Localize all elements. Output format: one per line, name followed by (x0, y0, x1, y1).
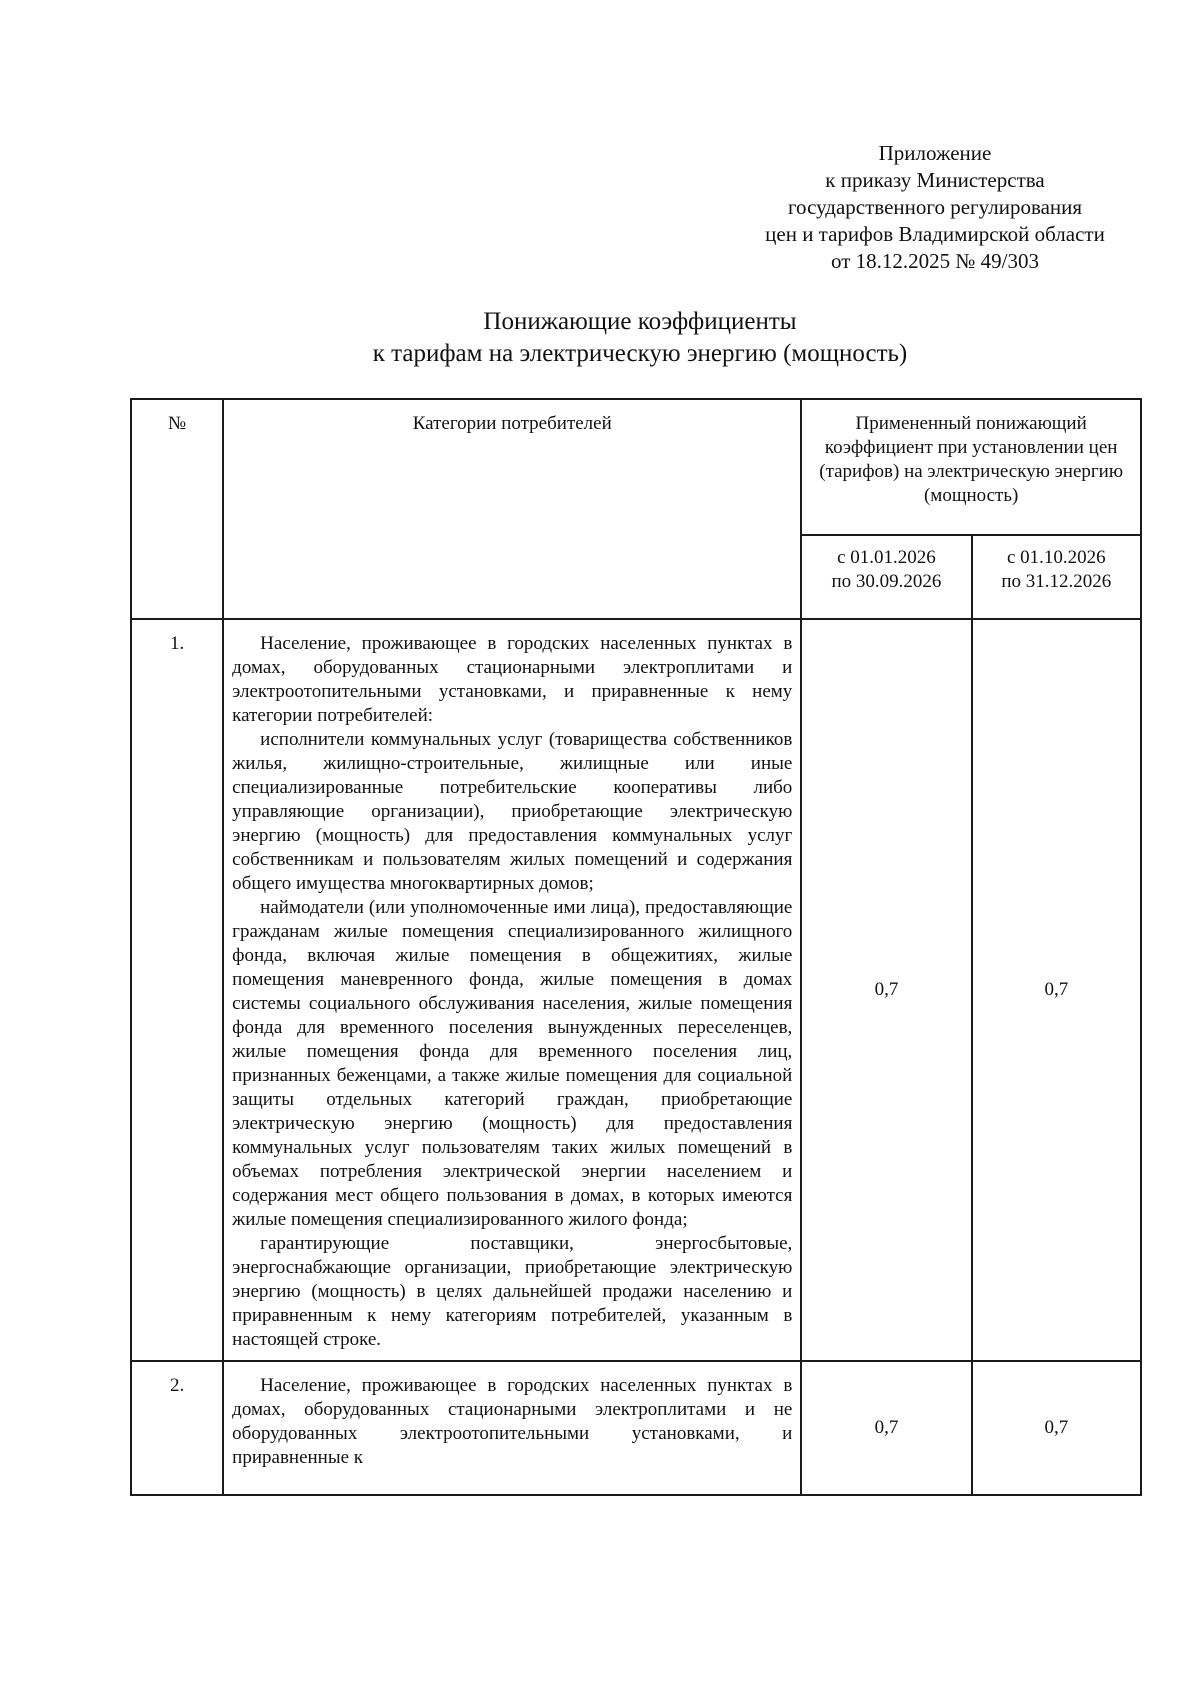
category-paragraph: наймодатели (или уполномоченные ими лица), предоставляющие гражданам жилые помещения специализированного жилищного фонда, включая жилые помещения в общежитиях, жилые помещения маневренного фонда, жилые помещения в домах системы социального обслуживания населения, жилые помещения фонда для временного поселения вынужденных переселенцев, жилые помещения фонда для временного поселения лиц, признанных беженцами, а также жилые помещения для социальной защиты отдельных категорий граждан, приобретающие электрическую энергию (мощность) для предоставления коммунальных услуг пользователям таких жилых помещений в объемах потребления электрической энергии населением и содержания мест общего пользования в домах, в которых имеются жилые помещения специализированного жилого фонда; (232, 897, 793, 1230)
category-paragraph: гарантирующие поставщики, энергосбытовые, энергоснабжающие организации, приобретающие электрическую энергию (мощность) в целях дальнейшей продажи населению и приравненным к нему категориям потребителей, указанным в настоящей строке. (232, 1233, 793, 1350)
header-period-1 (801, 535, 971, 619)
appendix-line-1: Приложение (878, 141, 992, 165)
row-category-text (223, 619, 801, 1361)
period-2-start: с 01.10.2026 (1006, 547, 1106, 568)
period-2-end: по 31.12.2026 (1001, 571, 1112, 592)
appendix-line-2: к приказу Министерства (825, 168, 1045, 192)
row-category-text (223, 1361, 801, 1495)
title-line-2: к тарифам на электрическую энергию (мощность) (372, 340, 908, 367)
row-number: 1. (131, 619, 223, 1361)
header-number: № (131, 399, 223, 619)
appendix-line-3: государственного регулирования (787, 195, 1083, 219)
table-header-row (131, 399, 1141, 535)
table-row (131, 619, 1141, 1361)
appendix-line-5: от 18.12.2025 № 49/303 (830, 249, 1040, 273)
table-row (131, 1361, 1141, 1495)
row-value-period-1: 0,7 (801, 1361, 971, 1495)
coefficients-table (130, 398, 1142, 1496)
document-title (230, 306, 1050, 370)
period-1-start: с 01.01.2026 (837, 547, 936, 568)
row-value-period-1: 0,7 (801, 619, 971, 1361)
appendix-block (700, 140, 1170, 275)
category-paragraph: Население, проживающее в городских населенных пунктах в домах, оборудованных стационарными электроплитами и электроотопительными установками, и приравненные к нему категории потребителей: (232, 633, 793, 726)
row-value-period-2: 0,7 (972, 619, 1141, 1361)
period-1-end: по 30.09.2026 (831, 571, 942, 592)
category-paragraph: Население, проживающее в городских населенных пунктах в домах, оборудованных стационарными электроплитами и не оборудованных электроотопительными установками, и приравненные к (232, 1375, 793, 1468)
row-number: 2. (131, 1361, 223, 1495)
appendix-line-4: цен и тарифов Владимирской области (765, 222, 1105, 246)
row-value-period-2: 0,7 (972, 1361, 1141, 1495)
header-applied-coefficient: Примененный понижающий коэффициент при установлении цен (тарифов) на электрическую энергию (мощность) (801, 399, 1141, 535)
header-period-2 (972, 535, 1141, 619)
category-paragraph: исполнители коммунальных услуг (товарищества собственников жилья, жилищно-строительные, жилищные или иные специализированные потребительские кооперативы либо управляющие организации), приобретающие электрическую энергию (мощность) для предоставления коммунальных услуг собственникам и пользователям жилых помещений и содержания общего имущества многоквартирных домов; (232, 729, 793, 894)
title-line-1: Понижающие коэффициенты (483, 308, 797, 335)
header-category: Категории потребителей (223, 399, 801, 619)
